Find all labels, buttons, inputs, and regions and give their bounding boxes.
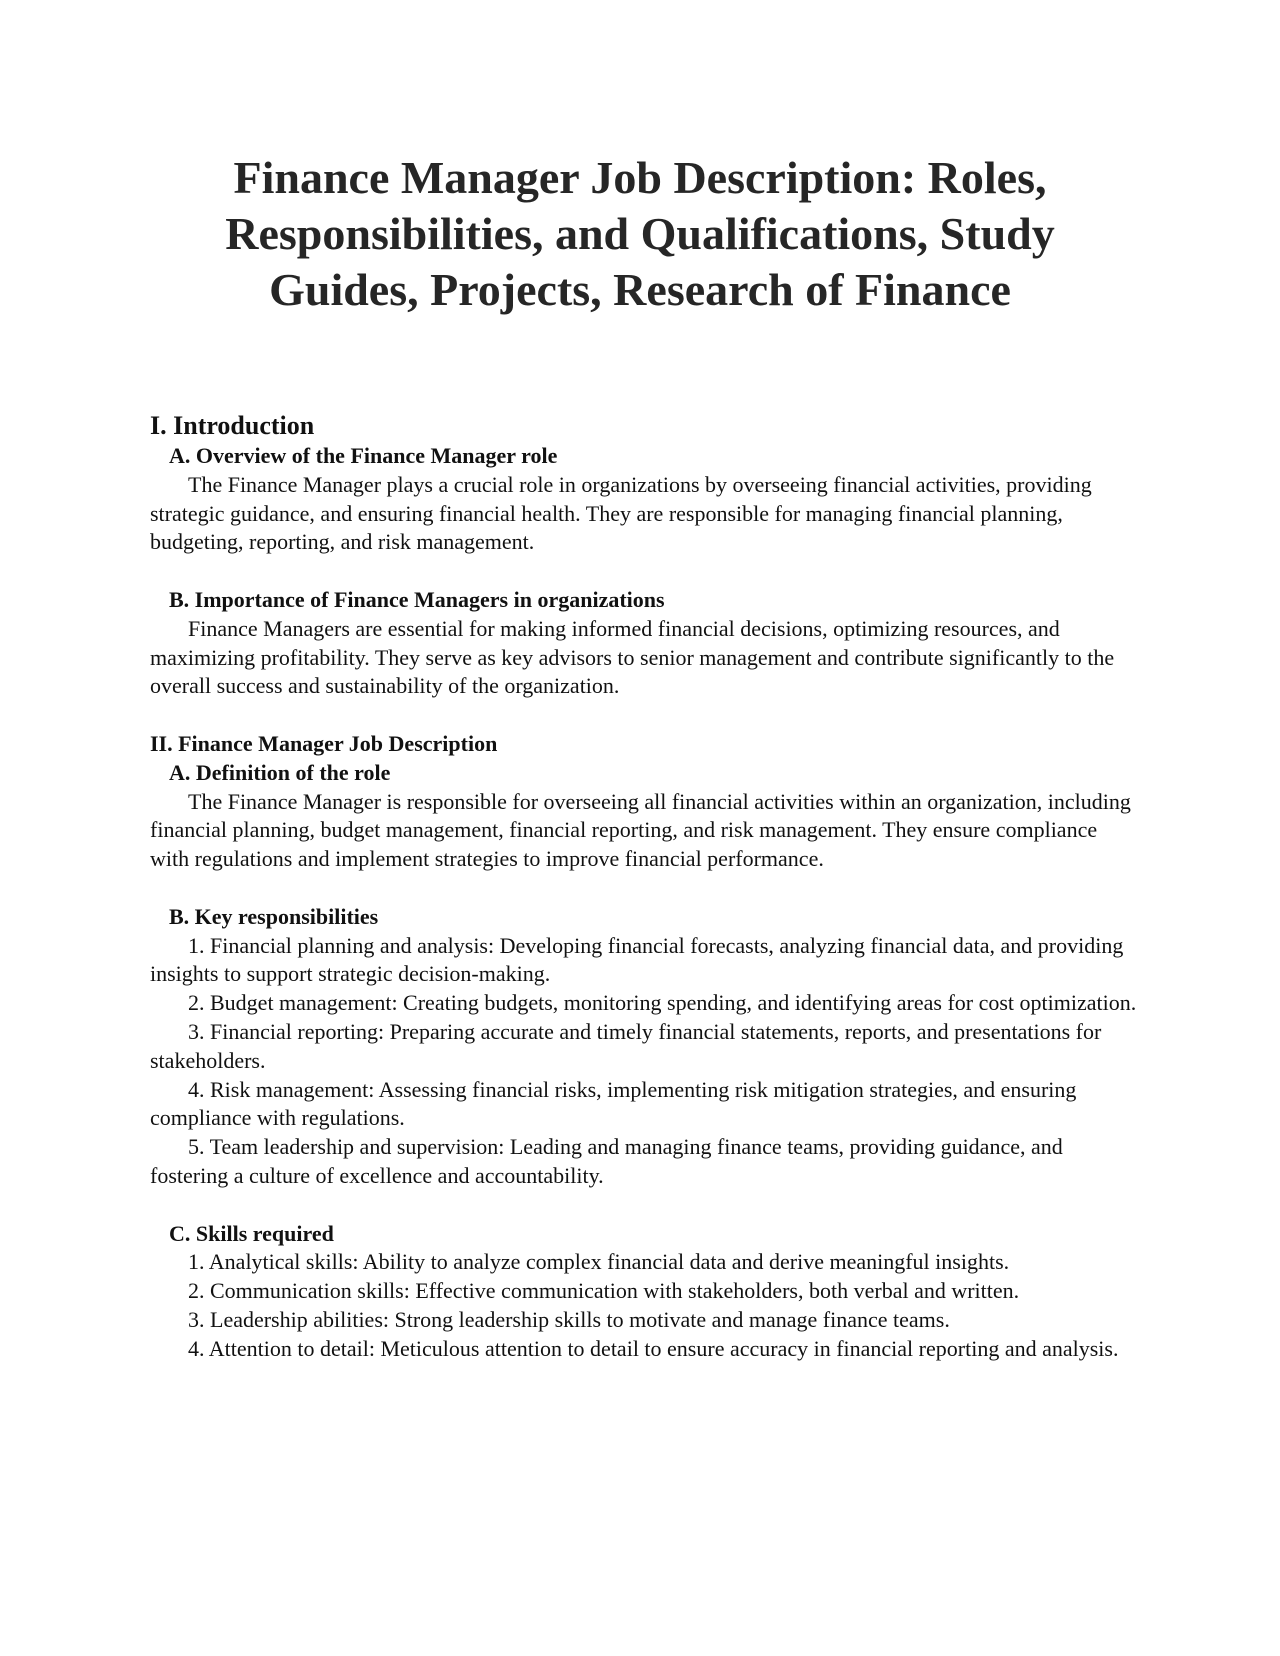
document-title: Finance Manager Job Description: Roles, Responsibilities, and Qualifications, Study Guides, Projects, Research of Finance <box>225 152 1055 315</box>
skill-item: 1. Analytical skills: Ability to analyze complex financial data and derive meaningful insights. <box>188 1249 1010 1275</box>
spacer <box>150 701 1140 730</box>
responsibility-item: 4. Risk management: Assessing financial risks, implementing risk mitigation strategies, and ensuring compliance with regulations. <box>150 1076 1077 1131</box>
subheading-skills: C. Skills required <box>169 1220 334 1246</box>
section-heading-job-description: II. Finance Manager Job Description <box>150 730 498 756</box>
paragraph-definition: The Finance Manager is responsible for overseeing all financial activities within an organization, including financial planning, budget management, financial reporting, and risk management. They ensure compliance with regulations and implement strategies to improve financial performance. <box>150 788 1131 872</box>
paragraph-overview: The Finance Manager plays a crucial role in organizations by overseeing financial activities, providing strategic guidance, and ensuring financial health. They are responsible for managing financial planning, budgeting, reporting, and risk management. <box>150 471 1092 555</box>
skill-item: 2. Communication skills: Effective communication with stakeholders, both verbal and written. <box>188 1278 1020 1304</box>
paragraph-importance: Finance Managers are essential for making informed financial decisions, optimizing resources, and maximizing profitability. They serve as key advisors to senior management and contribute significantly to the overall success and sustainability of the organization. <box>150 615 1115 699</box>
spacer <box>150 1191 1140 1220</box>
responsibility-item: 3. Financial reporting: Preparing accurate and timely financial statements, reports, and presentations for stakeholders. <box>150 1018 1102 1073</box>
responsibility-item: 5. Team leadership and supervision: Leading and managing finance teams, providing guidance, and fostering a culture of excellence and accountability. <box>150 1134 1063 1188</box>
document-body <box>150 410 1140 1364</box>
subheading-definition: A. Definition of the role <box>169 759 391 785</box>
section-heading-introduction: I. Introduction <box>150 411 315 440</box>
responsibility-item: 1. Financial planning and analysis: Developing financial forecasts, analyzing financial data, and providing insights to support strategic decision-making. <box>150 932 1124 987</box>
spacer <box>150 557 1140 586</box>
responsibility-item: 2. Budget management: Creating budgets, monitoring spending, and identifying areas for cost optimization. <box>188 990 1137 1016</box>
subheading-responsibilities: B. Key responsibilities <box>169 903 379 929</box>
spacer <box>150 874 1140 903</box>
skill-item: 3. Leadership abilities: Strong leadership skills to motivate and manage finance teams. <box>188 1306 950 1332</box>
subheading-overview: A. Overview of the Finance Manager role <box>169 443 558 468</box>
subheading-importance: B. Importance of Finance Managers in organizations <box>169 586 665 612</box>
skill-item: 4. Attention to detail: Meticulous attention to detail to ensure accuracy in financial reporting and analysis. <box>188 1335 1119 1361</box>
